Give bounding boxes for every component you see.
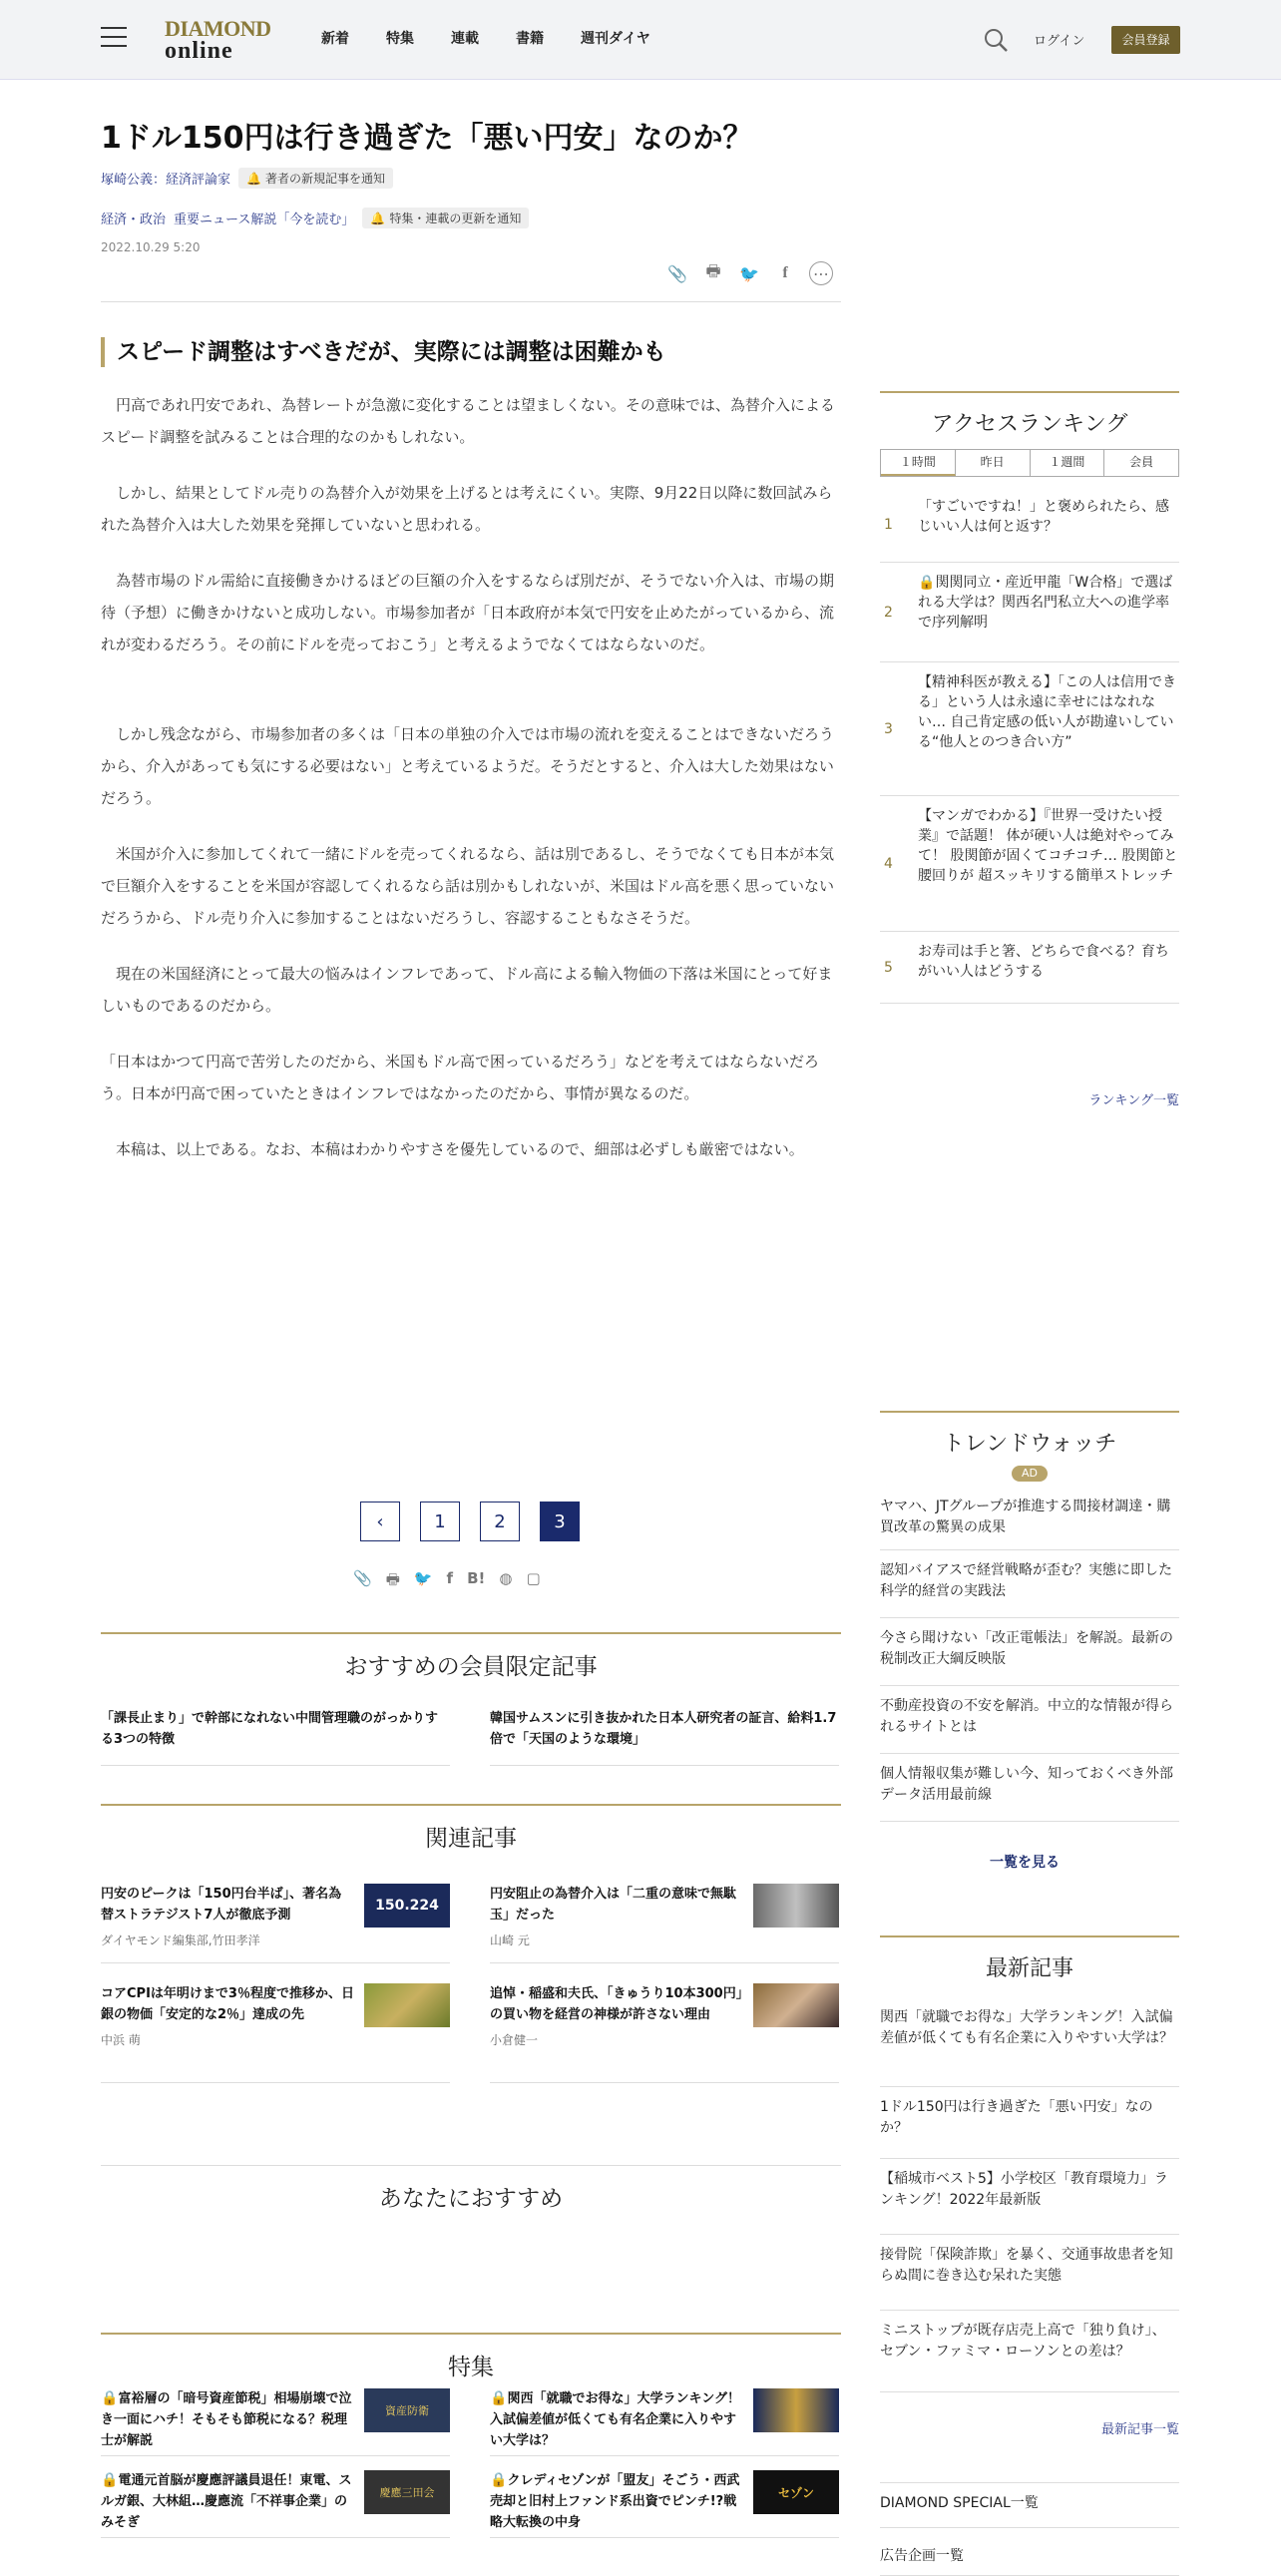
ranking-more-link[interactable]: ランキング一覧	[1088, 1093, 1179, 1108]
ranking-item[interactable]: 1 「すごいですね！」と褒められたら、感じいい人は何と返す？	[880, 487, 1179, 563]
member-article-card[interactable]: 韓国サムスンに引き抜かれた日本人研究者の証言、給料1.7倍で「天国のような環境」	[490, 1708, 839, 1766]
tags-row	[101, 208, 529, 228]
paragraph: しかし、結果としてドル売りの為替介入が効果を上げるとは考えにくい。実際、9月22日以降に数回試みられた為替介入は大した効果を発揮していないと思われる。	[101, 484, 833, 534]
author-link[interactable]: 塚崎公義：経済評論家	[101, 173, 231, 188]
ad-list-link[interactable]: 広告企画一覧	[880, 2536, 1179, 2576]
related-article-card[interactable]: コアCPIは年明けまで3％程度で推移か、日銀の物価「安定的な2％」達成の先 中浜 萌	[101, 1983, 450, 2083]
trend-item[interactable]: 不動産投資の不安を解消。中立的な情報が得られるサイトとは	[880, 1686, 1179, 1754]
section-heading: スピード調整はすべきだが、実際には調整は困難かも	[101, 337, 666, 367]
latest-heading: 最新記事	[880, 1935, 1179, 1982]
author-row	[101, 168, 393, 189]
lock-icon: 🔒	[101, 2472, 119, 2488]
latest-item[interactable]: 接骨院「保険詐欺」を暴く、交通事故患者を知らぬ間に巻き込む呆れた実態	[880, 2235, 1179, 2311]
article-thumbnail	[364, 1983, 450, 2027]
login-link[interactable]: ログイン	[1034, 34, 1085, 49]
main-nav	[321, 28, 650, 48]
twitter-icon[interactable]: 🐦	[739, 263, 759, 283]
paragraph: 本稿は、以上である。なお、本稿はわかりやすさを優先しているので、細部は必ずしも厳密ではない。	[101, 1140, 804, 1158]
clip-icon[interactable]: 📎	[353, 1569, 372, 1587]
print-icon[interactable]: 🖶	[385, 1570, 400, 1588]
pager-prev-button[interactable]	[360, 1502, 400, 1541]
ranking-heading: アクセスランキング	[880, 391, 1179, 438]
ad-badge: AD	[1012, 1466, 1048, 1482]
lock-icon: 🔒	[918, 575, 936, 591]
register-button[interactable]: 会員登録	[1111, 26, 1180, 54]
paragraph: 円高であれ円安であれ、為替レートが急激に変化することは望ましくない。その意味では、為替介入によるスピード調整を試みることは合理的なのかもしれない。	[101, 396, 835, 446]
ranking-item[interactable]: 4 【マンガでわかる】『世界一受けたい授業』で話題！ 体が硬い人は絶対やってみて！ 股関節が固くてコチコチ… 股関節と腰回りが 超スッキリする簡単ストレッチ	[880, 796, 1179, 932]
tab-1week[interactable]: １週間	[1031, 450, 1105, 476]
pager-page-1[interactable]: 1	[420, 1502, 460, 1541]
nav-item-features[interactable]: 特集	[386, 31, 414, 47]
article-date: 2022.10.29 5:20	[101, 240, 201, 254]
article-thumbnail: 150.224	[364, 1884, 450, 1928]
for-you-heading: あなたにおすすめ	[101, 2165, 841, 2213]
author-follow-button[interactable]: 🔔 著者の新規記事を通知	[238, 168, 393, 189]
ranking-item[interactable]: 2 🔒関関同立・産近甲龍「W合格」で選ばれる大学は？関西名門私立大への進学率で序列解明	[880, 563, 1179, 662]
nav-item-series[interactable]: 連載	[451, 31, 479, 47]
latest-item[interactable]: ミニストップが既存店売上高で「独り負け」、セブン・ファミマ・ローソンとの差は？	[880, 2311, 1179, 2392]
related-article-card[interactable]: 円安阻止の為替介入は「二重の意味で無駄玉」だった 山崎 元	[490, 1884, 839, 1963]
latest-item[interactable]: 関西「就職でお得な」大学ランキング！入試偏差値が低くても有名企業に入りやすい大学は？	[880, 1997, 1179, 2087]
nav-item-new[interactable]: 新着	[321, 31, 349, 47]
lock-icon: 🔒	[490, 2472, 508, 2488]
tab-1hour[interactable]: １時間	[881, 450, 956, 476]
trend-item[interactable]: 個人情報収集が難しい今、知っておくべき外部データ活用最前線	[880, 1754, 1179, 1822]
clip-icon[interactable]: 📎	[667, 263, 687, 283]
pagination	[360, 1502, 580, 1541]
paragraph: 為替市場のドル需給に直接働きかけるほどの巨額の介入をするならば別だが、そうでない介入は、市場の期待（予想）に働きかけないと成功しない。市場参加者が「日本政府が本気で円安を止めたがっているから、流れが変わるだろう。その前にドルを売っておこう」と考えるようでなくてはならないのだ。	[101, 572, 835, 653]
menu-icon[interactable]	[101, 27, 127, 47]
pager-page-2[interactable]: 2	[480, 1502, 520, 1541]
article-title: 1ドル150円は行き過ぎた「悪い円安」なのか？	[101, 121, 753, 156]
member-articles-heading: おすすめの会員限定記事	[101, 1632, 841, 1681]
paragraph: しかし残念ながら、市場参加者の多くは「日本の単独の介入では市場の流れを変えることはできないだろうから、介入があっても気にする必要はない」と考えているようだ。そうだとすると、介入は大した効果はないだろう。	[101, 725, 835, 807]
special-article-card[interactable]: 🔒関西「就職でお得な」大学ランキング！入試偏差値が低くても有名企業に入りやすい大学は？	[490, 2388, 839, 2456]
paragraph: 「日本はかつて円高で苦労したのだから、米国もドル高で困っているだろう」などを考えてはならないだろう。日本が円高で困っていたときはインフレではなかったのだから、事情が異なるのだ。	[101, 1053, 820, 1102]
article-thumbnail	[753, 1983, 839, 2027]
nav-item-weekly[interactable]: 週刊ダイヤ	[581, 31, 650, 47]
share-toolbar-bottom	[353, 1569, 541, 1594]
print-icon[interactable]: 🖶	[705, 260, 721, 280]
hatena-icon[interactable]: B!	[467, 1569, 486, 1587]
line-icon[interactable]: ◍	[499, 1569, 513, 1587]
pocket-icon[interactable]: ▢	[526, 1569, 541, 1587]
search-icon[interactable]	[982, 26, 1010, 54]
article-thumbnail: セゾン	[753, 2470, 839, 2514]
divider	[101, 301, 841, 302]
series-follow-button[interactable]: 🔔 特集・連載の更新を通知	[362, 208, 529, 228]
ranking-tabs	[880, 449, 1179, 477]
article-thumbnail: 資産防衛	[364, 2388, 450, 2432]
special-article-card[interactable]: 🔒富裕層の「暗号資産節税」相場崩壊で泣き一面にハチ！そもそも節税になる？税理士が解説 資産防衛	[101, 2388, 450, 2456]
nav-item-books[interactable]: 書籍	[516, 31, 544, 47]
tag-category[interactable]: 経済・政治	[101, 213, 167, 227]
diamond-special-link[interactable]: DIAMOND SPECIAL一覧	[880, 2482, 1179, 2528]
trend-item[interactable]: 今さら聞けない「改正電帳法」を解説。最新の税制改正大綱反映版	[880, 1618, 1179, 1686]
chevron-left-icon: ‹	[376, 1510, 384, 1532]
related-articles-heading: 関連記事	[101, 1804, 841, 1853]
article-thumbnail	[753, 1884, 839, 1928]
facebook-icon[interactable]: f	[446, 1569, 454, 1587]
lock-icon: 🔒	[101, 2390, 119, 2406]
twitter-icon[interactable]: 🐦	[413, 1569, 433, 1587]
pager-page-3[interactable]: 3	[540, 1502, 580, 1541]
tag-series[interactable]: 重要ニュース解説「今を読む」	[174, 213, 355, 227]
trend-item[interactable]: ヤマハ、JTグループが推進する間接材調達・購買改革の驚異の成果	[880, 1487, 1179, 1550]
trend-more-link[interactable]: 一覧を見る	[990, 1855, 1060, 1871]
paragraph: 現在の米国経済にとって最大の悩みはインフレであって、ドル高による輸入物価の下落は米国にとって好ましいものであるのだから。	[101, 965, 833, 1015]
related-article-card[interactable]: 追悼・稲盛和夫氏、「きゅうり10本300円」の買い物を経営の神様が許さない理由 小倉健一	[490, 1983, 839, 2083]
latest-item[interactable]: 【稲城市ベスト5】小学校区「教育環境力」ランキング！2022年最新版	[880, 2159, 1179, 2235]
trend-heading: トレンドウォッチ AD	[880, 1411, 1179, 1483]
special-article-card[interactable]: 🔒電通元首脳が慶應評議員退任！東電、スルガ銀、大林組…慶應流「不祥事企業」のみそぎ 慶應三田会	[101, 2470, 450, 2538]
special-heading: 特集	[101, 2333, 841, 2381]
ranking-item[interactable]: 5 お寿司は手と箸、どちらで食べる？育ちがいい人はどうする	[880, 932, 1179, 1004]
article-thumbnail: 慶應三田会	[364, 2470, 450, 2514]
latest-item[interactable]: 1ドル150円は行き過ぎた「悪い円安」なのか？	[880, 2087, 1179, 2159]
member-article-card[interactable]: 「課長止まり」で幹部になれない中間管理職のがっかりする3つの特徴	[101, 1708, 450, 1766]
article-thumbnail	[753, 2388, 839, 2432]
bell-icon: 🔔	[246, 171, 261, 186]
bell-icon: 🔔	[370, 211, 386, 225]
lock-icon: 🔒	[490, 2390, 508, 2406]
latest-more-link[interactable]: 最新記事一覧	[1100, 2422, 1179, 2437]
ranking-item[interactable]: 3 【精神科医が教える】「この人は信用できる」という人は永遠に幸せにはなれない… 自己肯定感の低い人が勘違いしている“他人とのつき合い方”	[880, 662, 1179, 796]
more-icon[interactable]: ⋯	[809, 261, 833, 285]
site-logo[interactable]: DIAMOND online	[165, 16, 271, 64]
site-header	[0, 0, 1281, 80]
trend-item[interactable]: 認知バイアスで経営戦略が歪む？実態に即した科学的経営の実践法	[880, 1550, 1179, 1618]
paragraph: 米国が介入に参加してくれて一緒にドルを売ってくれるなら、話は別であるし、そうでなくても日本が本気で巨額介入をすることを米国が容認してくれるなら話は別かもしれないが、米国はドル高を悪く思っていないだろうから、ドル売り介入に参加することはないだろうし、容認することもなさそうだ。	[101, 845, 835, 927]
tab-member[interactable]: 会員	[1129, 455, 1154, 469]
share-toolbar	[665, 261, 833, 285]
facebook-icon[interactable]: f	[782, 264, 788, 281]
special-article-card[interactable]: 🔒クレディセゾンが「盟友」そごう・西武売却と旧村上ファンド系出資でピンチ!?戦略大転換の中身 セゾン	[490, 2470, 839, 2538]
related-article-card[interactable]: 円安のピークは「150円台半ば」、著名為替ストラテジスト7人が徹底予測 ダイヤモンド編集部,竹田孝洋 150.224	[101, 1884, 450, 1963]
tab-yesterday[interactable]: 昨日	[956, 450, 1031, 476]
